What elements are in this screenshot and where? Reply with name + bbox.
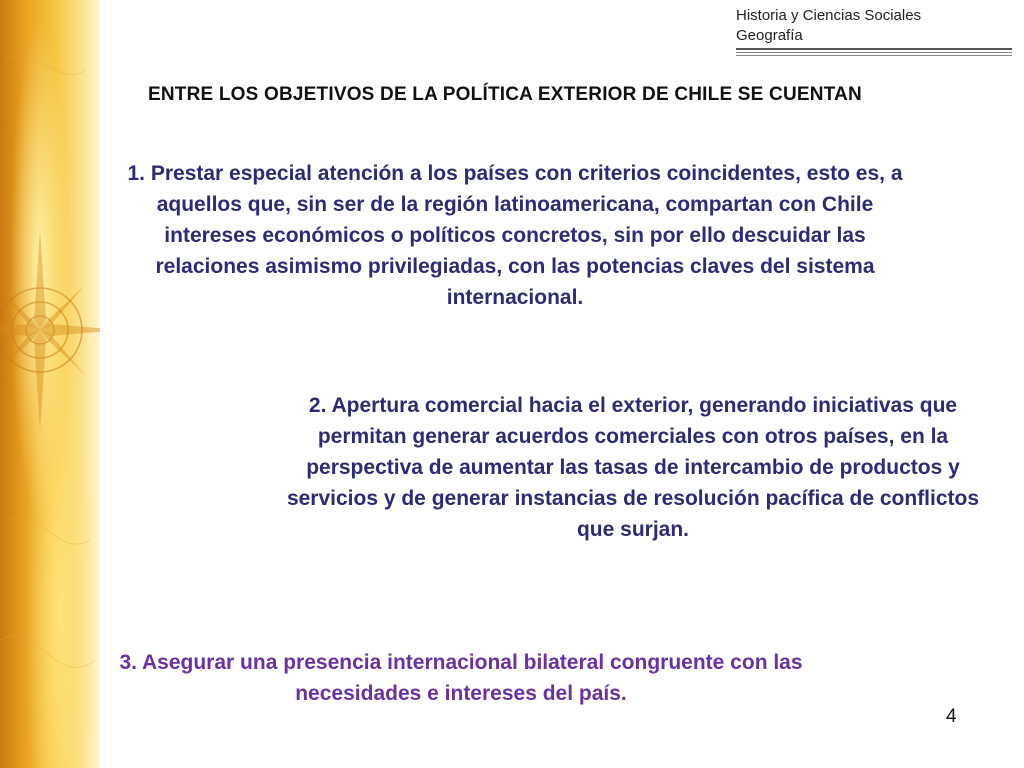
subject-subline: Geografía <box>736 27 803 44</box>
subject-header <box>736 6 921 46</box>
compass-rose-icon <box>0 0 100 768</box>
decorative-side-banner <box>0 0 100 768</box>
objective-3: 3. Asegurar una presencia internacional bilateral congruente con las necesidades e intereses del país. <box>119 651 803 705</box>
slide-title: ENTRE LOS OBJETIVOS DE LA POLÍTICA EXTERIOR DE CHILE SE CUENTAN <box>148 84 862 105</box>
header-divider <box>736 48 1012 58</box>
objective-2: 2. Apertura comercial hacia el exterior, generando iniciativas que permitan generar acuerdos comerciales con otros países, en la perspectiva de aumentar las tasas de intercambio de productos y servicios y de generar instancias de resolución pacífica de conflictos que surjan. <box>286 394 980 541</box>
objective-1: 1. Prestar especial atención a los países con criterios coincidentes, esto es, a aquellos que, sin ser de la región latinoamericana, compartan con Chile intereses económicos o políticos concretos, sin por ello descuidar las relaciones asimismo privilegiadas, con las potencias claves del sistema internacional. <box>127 162 903 309</box>
subject-line: Historia y Ciencias Sociales <box>736 7 922 24</box>
page-number: 4 <box>946 706 957 727</box>
